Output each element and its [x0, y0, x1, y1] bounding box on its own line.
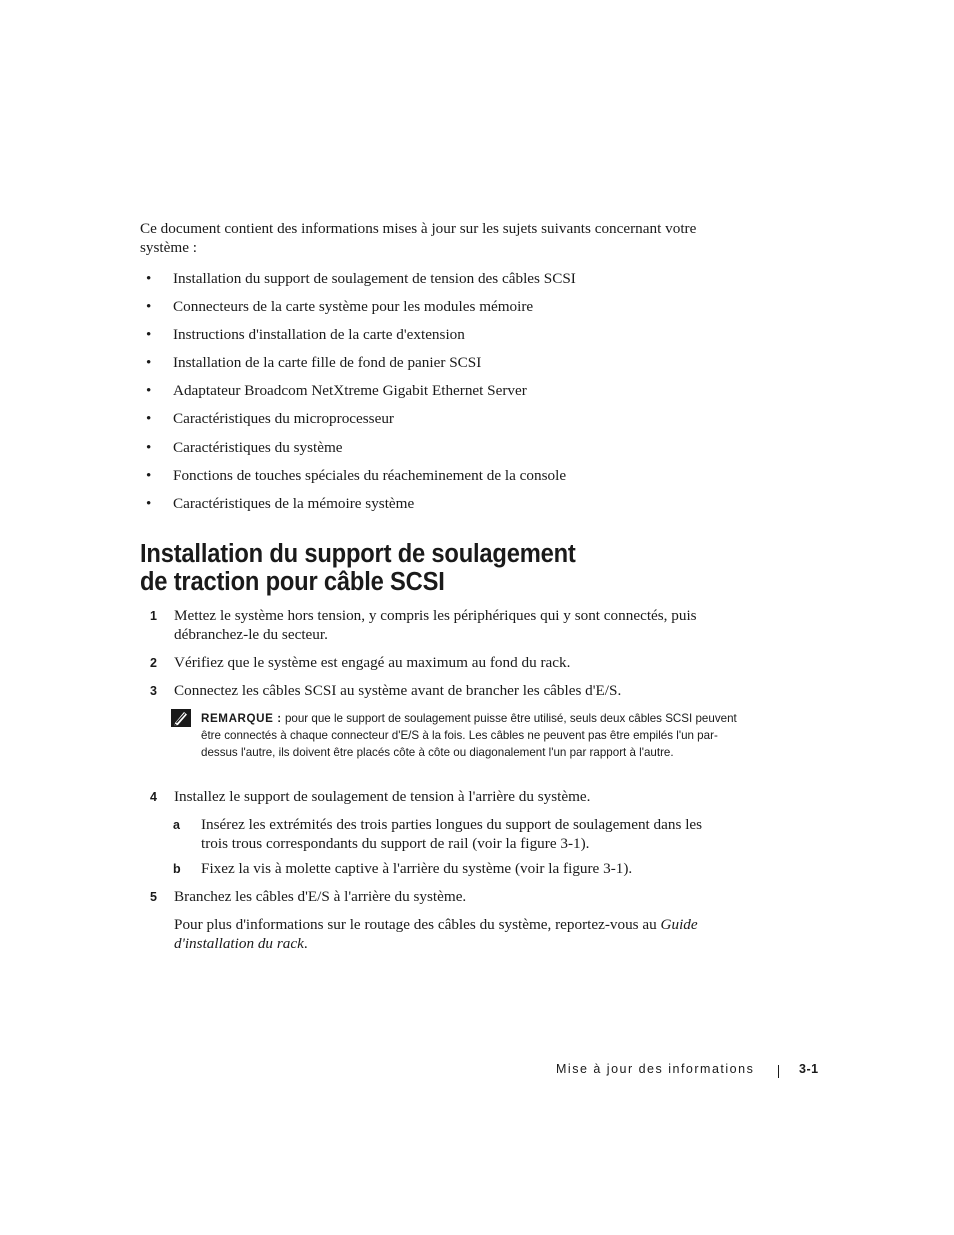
bullet-icon: •: [146, 466, 152, 484]
note-label: REMARQUE :: [201, 712, 282, 725]
step-number: 4: [150, 790, 157, 804]
list-item-text: Caractéristiques de la mémoire système: [173, 494, 415, 512]
section-heading-line-2: de traction pour câble SCSI: [140, 568, 445, 596]
list-item: [140, 466, 740, 494]
list-item: [140, 297, 740, 325]
section-heading-line-1: Installation du support de soulagement: [140, 540, 576, 568]
list-item: [140, 353, 740, 381]
footer-divider: [778, 1065, 779, 1078]
step-number: 1: [150, 609, 157, 623]
step-number: 3: [150, 684, 157, 698]
list-item: [140, 438, 740, 466]
substep-text: Fixez la vis à molette captive à l'arrière du système (voir la figure 3-1).: [201, 860, 633, 877]
step-number: 5: [150, 890, 157, 904]
topic-list: [140, 269, 740, 522]
list-item: [140, 325, 740, 353]
step-text: Vérifiez que le système est engagé au maximum au fond du rack.: [174, 654, 571, 671]
list-item-text: Instructions d'installation de la carte d'extension: [173, 326, 465, 344]
page-number: 3-1: [799, 1062, 819, 1076]
list-item: [140, 269, 740, 297]
list-item: [140, 409, 740, 437]
page-footer: [556, 1062, 826, 1082]
bullet-icon: •: [146, 354, 152, 372]
closing-paragraph: [174, 915, 734, 953]
list-item-text: Installation du support de soulagement de tension des câbles SCSI: [173, 270, 576, 287]
list-item-text: Caractéristiques du microprocesseur: [173, 410, 394, 428]
bullet-icon: •: [146, 326, 152, 344]
bullet-icon: •: [146, 494, 152, 512]
bullet-icon: •: [146, 410, 152, 428]
note-body: pour que le support de soulagement puisse être utilisé, seuls deux câbles SCSI peuvent être connectés à chaque connecteur d'E/S à la fois. Les câbles ne peuvent pas être empilés l'un par-dessus l'autre, ils doivent être placés côte à côte ou diagonalement l'un par rapport à l'autre.: [201, 712, 737, 759]
section-heading: [140, 540, 717, 596]
intro-paragraph: Ce document contient des informations mises à jour sur les sujets suivants concernant votre système :: [140, 220, 697, 256]
note-pencil-icon: [170, 708, 192, 728]
bullet-icon: •: [146, 438, 152, 456]
list-item-text: Adaptateur Broadcom NetXtreme Gigabit Ethernet Server: [173, 382, 527, 400]
step-text: Mettez le système hors tension, y compris les périphériques qui y sont connectés, puis débranchez-le du secteur.: [174, 607, 697, 643]
substep-text: Insérez les extrémités des trois parties longues du support de soulagement dans les trois trous correspondants du support de rail (voir la figure 3-1).: [201, 816, 703, 852]
step-text: Installez le support de soulagement de tension à l'arrière du système.: [174, 788, 591, 805]
closing-text: Pour plus d'informations sur le routage des câbles du système, reportez-vous au: [174, 916, 661, 933]
bullet-icon: •: [146, 382, 152, 400]
list-item-text: Installation de la carte fille de fond de panier SCSI: [173, 354, 482, 372]
footer-title: Mise à jour des informations: [556, 1062, 755, 1076]
substep-letter: b: [173, 862, 181, 876]
list-item-text: Fonctions de touches spéciales du réacheminement de la console: [173, 466, 567, 484]
step-text: Connectez les câbles SCSI au système avant de brancher les câbles d'E/S.: [174, 682, 622, 699]
bullet-icon: •: [146, 298, 152, 316]
closing-period: .: [303, 935, 308, 952]
list-item: [140, 494, 740, 522]
substep-letter: a: [173, 818, 180, 832]
note-text: [201, 710, 741, 761]
guide-title: Guide d'installation du rack: [174, 916, 698, 952]
list-item: [140, 381, 740, 409]
list-item-text: Connecteurs de la carte système pour les modules mémoire: [173, 298, 534, 316]
list-item-text: Caractéristiques du système: [173, 438, 343, 456]
bullet-icon: •: [146, 270, 152, 287]
step-number: 2: [150, 656, 157, 670]
step-text: Branchez les câbles d'E/S à l'arrière du système.: [174, 888, 467, 905]
